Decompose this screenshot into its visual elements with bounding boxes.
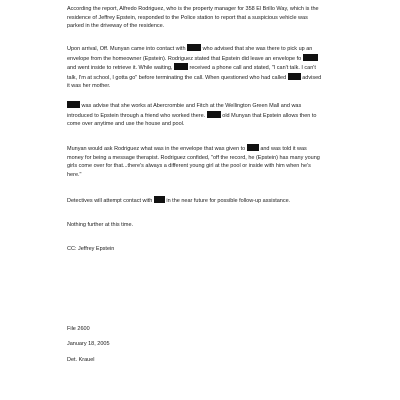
- p4-line-1: [67, 144, 367, 154]
- redaction-box: [67, 101, 80, 108]
- p1-line-2: residence of Jeffrey Epstein, responded to the Police station to report that a suspicious vehicle was: [67, 14, 308, 21]
- p2-line-5: it was her mother.: [67, 83, 111, 90]
- p2-line-4: [67, 73, 367, 83]
- p3-line-1: [67, 101, 367, 111]
- p3-line-2-text-b: old Munyan that Epstein allows then to: [222, 112, 317, 119]
- redaction-box: [288, 73, 301, 80]
- p4-line-3: girls come over for that...there's always a different young girl at the pool or inside with him when he's: [67, 163, 311, 170]
- p4-line-2: money for being a message therapist. Rodriguez confided, "off the record, he (Epstein) has many young: [67, 154, 320, 161]
- p5-line-1-text-b: in the near future for possible follow-up assistance.: [166, 198, 291, 204]
- redaction-box: [174, 63, 188, 70]
- p4-line-1-text-b: and was told it was: [260, 146, 307, 152]
- p3-line-2-text-a: introduced to Epstein through a friend who worked there.: [67, 112, 206, 119]
- redaction-box: [187, 44, 201, 51]
- redaction-box: [247, 144, 259, 151]
- p2-line-2: [67, 54, 367, 64]
- p2-line-1-text-a: Upon arrival, Off. Munyan came into contact with: [67, 46, 186, 52]
- p5-line-1: [67, 196, 367, 206]
- p1-line-3: parked in the driveway of the residence.: [67, 23, 165, 30]
- p6-line-1: Nothing further at this time.: [67, 222, 134, 228]
- p3-line-1-text-b: was advise that she works at Abercrombie and Fitch at the Wellington Green Mall and was: [81, 103, 302, 109]
- cc-line: [67, 245, 367, 254]
- paragraph-3: [67, 101, 367, 129]
- p2-line-1: [67, 44, 367, 54]
- p3-line-2: [67, 111, 367, 121]
- paragraph-5: [67, 196, 367, 206]
- paragraph-1: [67, 5, 367, 31]
- p2-line-1-text-b: who advised that she was there to pick up an: [202, 46, 313, 52]
- paragraph-4: [67, 144, 367, 179]
- file-number: File 2600: [67, 326, 90, 332]
- p1-line-1: According the report, Alfredo Rodriguez, who is the property manager for 358 El Brillo Way, which is the: [67, 6, 319, 12]
- p2-line-3-text-a: and went inside to retrieve it. While waiting,: [67, 65, 173, 72]
- p3-line-3: come over anytime and use the house and pool.: [67, 121, 185, 128]
- redaction-box: [154, 196, 165, 203]
- paragraph-2: [67, 44, 367, 91]
- author-name: Det. Krauel: [67, 357, 95, 363]
- p2-line-3: [67, 63, 367, 73]
- document-date: January 18, 2005: [67, 341, 110, 347]
- p4-line-4: here.": [67, 171, 82, 178]
- redaction-box: [303, 54, 318, 61]
- cc-text: CC: Jeffrey Epstein: [67, 246, 115, 252]
- p2-line-2-text-a: envelope from the homeowner (Epstein). Rodriguez stated that Epstein did leave an envelope fo: [67, 55, 302, 62]
- p2-line-4-text-a: talk, I'm at school, I gotta go" before terminating the call. When questioned who had called: [67, 74, 287, 81]
- p2-line-4-text-b: advised: [302, 74, 322, 81]
- p2-line-3-text-b: received a phone call and stated, "I can't talk. I can't: [189, 65, 316, 72]
- p4-line-1-text-a: Munyan would ask Rodriguez what was in the envelope that was given to: [67, 146, 246, 152]
- paragraph-6: [67, 221, 367, 230]
- p5-line-1-text-a: Detectives will attempt contact with: [67, 198, 153, 204]
- redaction-box: [207, 111, 221, 118]
